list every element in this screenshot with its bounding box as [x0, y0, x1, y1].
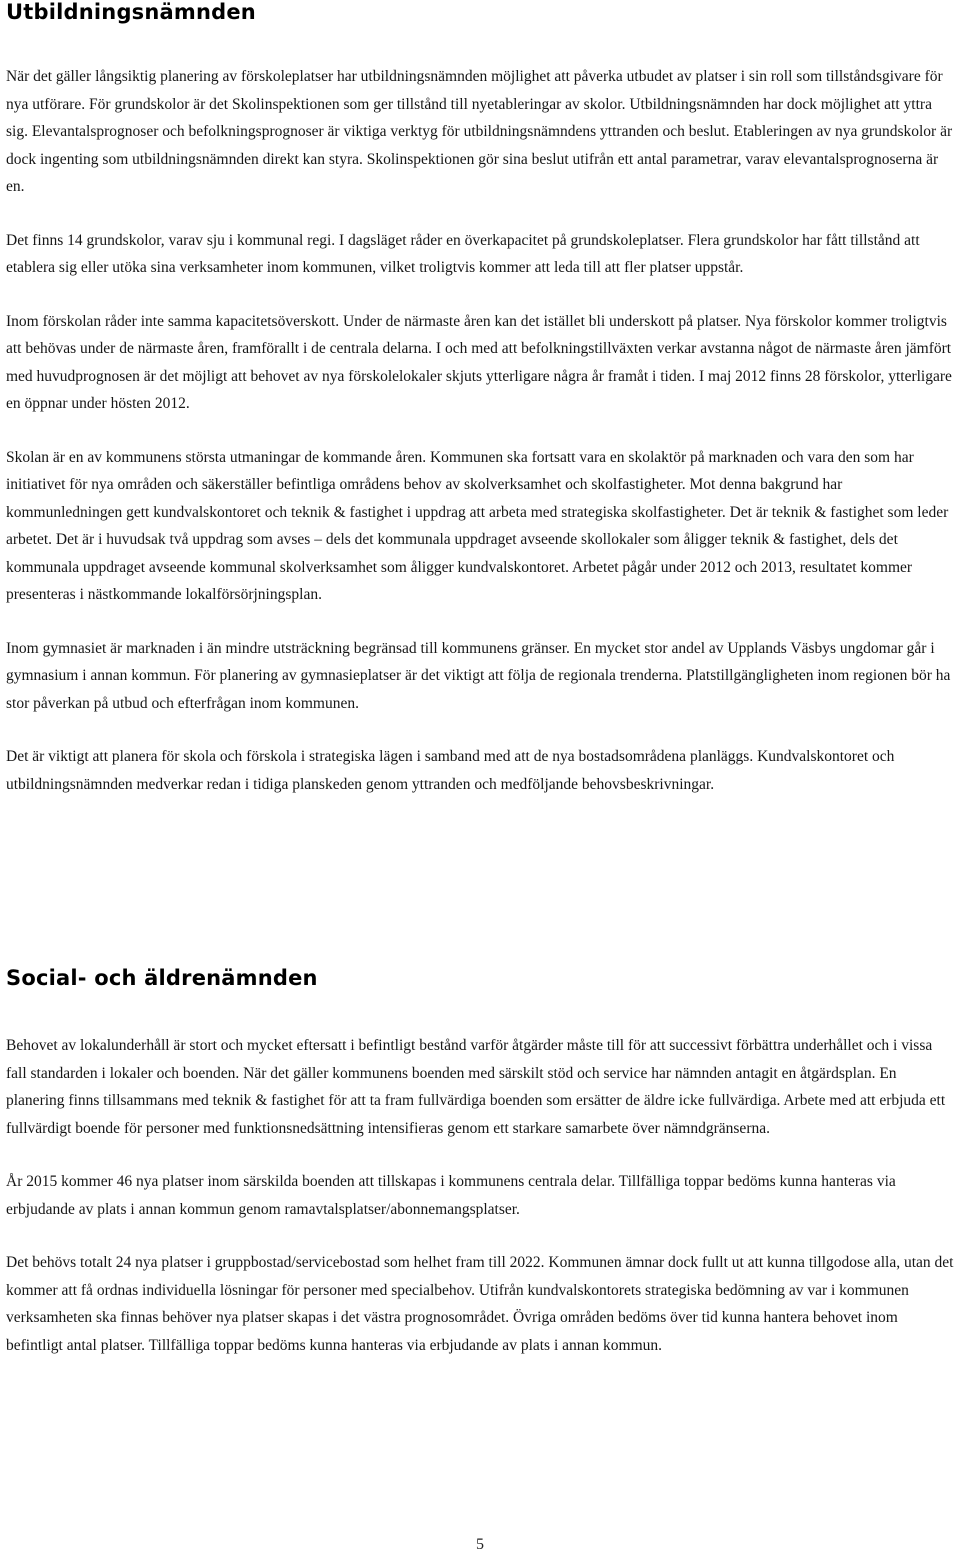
paragraph: Det finns 14 grundskolor, varav sju i kommunal regi. I dagsläget råder en överkapacitet på grundskoleplatser. Flera grundskolor har fått tillstånd att etablera sig eller utöka sina verksamheter inom kommunen, vilket troligtvis kommer att leda till att fler platser uppstår. [6, 231, 920, 276]
page-number: 5 [476, 1536, 484, 1553]
section-body-utbildningsnamnden [6, 63, 956, 824]
paragraph: Det behövs totalt 24 nya platser i gruppbostad/servicebostad som helhet fram till 2022. Kommunen ämnar dock fullt ut att kunna tillgodose alla, utan det kommer att få ordnas individuella lösningar för personer med specialbehov. Utifrån kundvalskontorets strategiska bedömning av var i kommunen verksamheten ska finnas behöver nya platser skapas i det västra prognosområdet. Övriga områden bedöms över tid kunna hantera behovet inom befintligt antal platser. Tillfälliga toppar bedöms kunna hanteras via erbjudande av plats i annan kommun. [6, 1254, 954, 1354]
paragraph: Det är viktigt att planera för skola och förskola i strategiska lägen i samband med att de nya bostadsområdena planläggs. Kundvalskontoret och utbildningsnämnden medverkar redan i tidiga planskeden genom yttranden och medföljande behovsbeskrivningar. [6, 748, 895, 793]
paragraph: När det gäller långsiktig planering av förskoleplatser har utbildningsnämnden möjlighet att påverka utbudet av platser i sin roll som tillståndsgivare för nya utförare. För grundskolor är det Skolinspektionen som ger tillstånd till nyetableringar av skolor. Utbildningsnämnden har dock möjlighet att yttra sig. Elevantalsprognoser och befolkningsprognoser är viktiga verktyg för utbildningsnämndens yttranden och beslut. Etableringen av nya grundskolor är dock ingenting som utbildningsnämnden direkt kan styra. Skolinspektionen gör sina beslut utifrån ett antal parametrar, varav elevantalsprognoserna är en. [6, 68, 953, 195]
section-heading-utbildningsnamnden: Utbildningsnämnden [6, 0, 256, 24]
paragraph: Inom gymnasiet är marknaden i än mindre utsträckning begränsad till kommunens gränser. En mycket stor andel av Upplands Väsbys ungdomar går i gymnasium i annan kommun. För planering av gymnasieplatser är det viktigt att följa de regionala trenderna. Platstillgängligheten inom regionen bör ha stor påverkan på utbud och efterfrågan inom kommunen. [6, 639, 951, 712]
paragraph: Behovet av lokalunderhåll är stort och mycket eftersatt i befintligt bestånd varför åtgärder måste till för att successivt förbättra underhållet och i vissa fall standarden i lokaler och boenden. När det gäller kommunens boenden med särskilt stöd och service har nämnden antagit en åtgärdsplan. En planering finns tillsammans med teknik & fastighet för att ta fram fullvärdiga boenden som ersätter de äldre icke fullvärdiga. Arbete med att erbjuda ett fullvärdigt boende för personer med funktionsnedsättning intensifieras genom ett starkare samarbete över nämndgränserna. [6, 1037, 946, 1137]
section-body-social-och-aldrenamnden [6, 1032, 956, 1385]
paragraph: Skolan är en av kommunens största utmaningar de kommande åren. Kommunen ska fortsatt vara en skolaktör på marknaden och vara den som har initiativet för nya områden och säkerställer befintliga områdens behov av skolverksamhet och skolfastigheter. Mot denna bakgrund har kommunledningen gett kundvalskontoret och teknik & fastighet i uppdrag att arbeta med strategiska skolfastigheter. Det är teknik & fastighet som leder arbetet. Det är i huvudsak två uppdrag som avses – dels det kommunala uppdraget avseende skollokaler som åligger teknik & fastighet, dels det kommunala uppdraget avseende kommunal skolverksamhet som åligger kundvalskontoret. Arbetet pågår under 2012 och 2013, resultatet kommer presenteras i nästkommande lokalförsörjningsplan. [6, 448, 949, 603]
paragraph: År 2015 kommer 46 nya platser inom särskilda boenden att tillskapas i kommunens centrala delar. Tillfälliga toppar bedöms kunna hanteras via erbjudande av plats i annan kommun genom ramavtalsplatser/abonnemangsplatser. [6, 1173, 896, 1218]
section-heading-social-och-aldrenamnden: Social- och äldrenämnden [6, 966, 318, 990]
paragraph: Inom förskolan råder inte samma kapacitetsöverskott. Under de närmaste åren kan det istället bli underskott på platser. Nya förskolor kommer troligtvis att behövas under de närmaste åren, framförallt i de centrala delarna. I och med att befolkningstillväxten verkar avstanna något de närmaste åren jämfört med huvudprognosen är det möjligt att behovet av nya förskolelokaler skjuts ytterligare några år framåt i tiden. I maj 2012 finns 28 förskolor, ytterligare en öppnar under hösten 2012. [6, 312, 952, 412]
